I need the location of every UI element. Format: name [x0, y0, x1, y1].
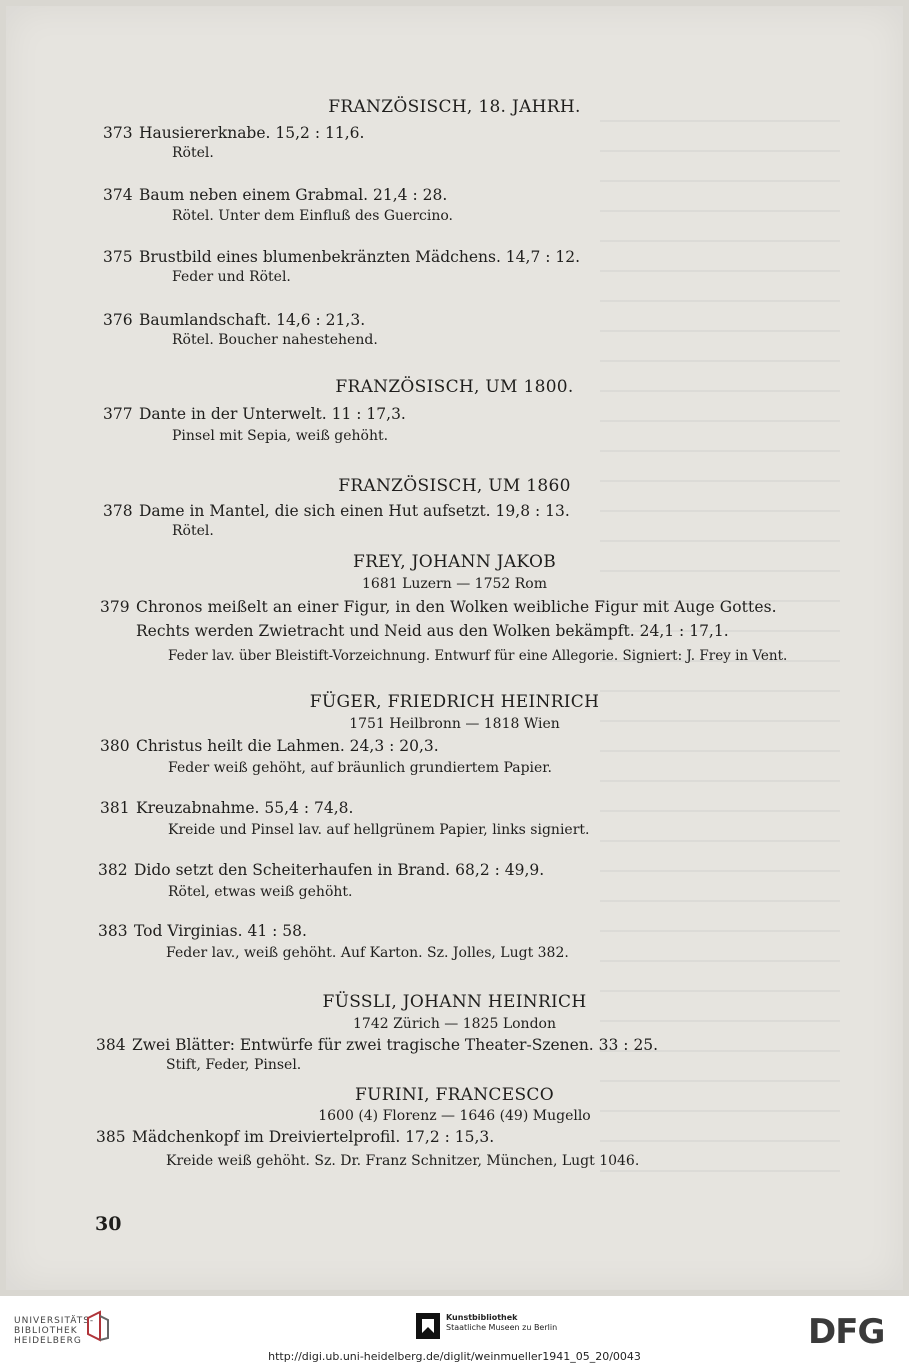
- entry-379: [100, 598, 777, 616]
- university-line-2: BIBLIOTHEK: [14, 1326, 78, 1336]
- entry-number: 376: [103, 311, 133, 329]
- entry-title: Dame in Mantel, die sich einen Hut aufsetzt. 19,8 : 13.: [139, 502, 570, 520]
- entry-title: Dante in der Unterwelt. 11 : 17,3.: [139, 405, 406, 423]
- university-logo-icon: [84, 1310, 110, 1342]
- entry-378: [103, 502, 570, 520]
- entry-number: 379: [100, 598, 130, 616]
- entry-382: [98, 861, 544, 879]
- entry-description: Stift, Feder, Pinsel.: [166, 1057, 302, 1073]
- entry-374: [103, 186, 447, 204]
- entry-description: Feder lav. über Bleistift-Vorzeichnung. Entwurf für eine Allegorie. Signiert: J. Frey in Vent.: [168, 648, 788, 664]
- artist-dates: 1751 Heilbronn — 1818 Wien: [349, 716, 560, 732]
- university-line-1: UNIVERSITÄTS-: [14, 1316, 95, 1326]
- artist-heading: FÜSSLI, JOHANN HEINRICH: [322, 992, 587, 1012]
- entry-number: 381: [100, 799, 130, 817]
- entry-description: Rötel.: [172, 523, 214, 539]
- section-heading: FRANZÖSISCH, UM 1860: [338, 476, 571, 496]
- entry-373: [103, 124, 364, 142]
- entry-383: [98, 922, 307, 940]
- section-heading: FRANZÖSISCH, 18. JAHRH.: [328, 97, 581, 117]
- artist-heading: FÜGER, FRIEDRICH HEINRICH: [309, 692, 600, 712]
- kunstbibliothek-subtitle: Staatliche Museen zu Berlin: [446, 1323, 558, 1332]
- entry-384: [96, 1036, 658, 1054]
- artist-heading: FREY, JOHANN JAKOB: [352, 552, 557, 572]
- entry-description: Rötel, etwas weiß gehöht.: [168, 884, 353, 900]
- entry-381: [100, 799, 353, 817]
- entry-title: Mädchenkopf im Dreiviertelprofil. 17,2 : 15,3.: [132, 1128, 495, 1146]
- entry-description: Rötel. Boucher nahestehend.: [172, 332, 378, 348]
- entry-number: 385: [96, 1128, 126, 1146]
- entry-description: Kreide und Pinsel lav. auf hellgrünem Papier, links signiert.: [168, 822, 590, 838]
- entry-376: [103, 311, 365, 329]
- artist-dates: 1600 (4) Florenz — 1646 (49) Mugello: [318, 1108, 591, 1124]
- entry-number: 377: [103, 405, 133, 423]
- entry-description: Pinsel mit Sepia, weiß gehöht.: [172, 428, 389, 444]
- entry-title: Brustbild eines blumenbekränzten Mädchens. 14,7 : 12.: [139, 248, 581, 266]
- source-url[interactable]: http://digi.ub.uni-heidelberg.de/diglit/weinmueller1941_05_20/0043: [268, 1350, 641, 1363]
- entry-title: Tod Virginias. 41 : 58.: [134, 922, 307, 940]
- entry-title: Baum neben einem Grabmal. 21,4 : 28.: [139, 186, 448, 204]
- kunstbibliothek-name: [446, 1313, 557, 1333]
- page-number: 30: [95, 1213, 122, 1235]
- entry-title: Christus heilt die Lahmen. 24,3 : 20,3.: [136, 737, 439, 755]
- artist-dates: 1742 Zürich — 1825 London: [353, 1016, 556, 1032]
- artist-dates: 1681 Luzern — 1752 Rom: [362, 576, 547, 592]
- entry-number: 378: [103, 502, 133, 520]
- entry-number: 382: [98, 861, 128, 879]
- kunstbibliothek-logo-icon: [416, 1313, 440, 1339]
- entry-number: 383: [98, 922, 128, 940]
- entry-description: Kreide weiß gehöht. Sz. Dr. Franz Schnitzer, München, Lugt 1046.: [166, 1153, 640, 1169]
- university-library-name: [14, 1316, 94, 1346]
- entry-375: [103, 248, 580, 266]
- entry-description: Feder lav., weiß gehöht. Auf Karton. Sz. Jolles, Lugt 382.: [166, 945, 569, 961]
- entry-385: [96, 1128, 494, 1146]
- entry-number: 384: [96, 1036, 126, 1054]
- university-line-3: HEIDELBERG: [14, 1336, 82, 1346]
- dfg-logo: DFG: [808, 1312, 885, 1352]
- section-heading: FRANZÖSISCH, UM 1800.: [335, 377, 574, 397]
- entry-title: Dido setzt den Scheiterhaufen in Brand. 68,2 : 49,9.: [134, 861, 545, 879]
- entry-description: Rötel.: [172, 145, 214, 161]
- kunstbibliothek-title: Kunstbibliothek: [446, 1313, 518, 1322]
- entry-number: 380: [100, 737, 130, 755]
- entry-title: Zwei Blätter: Entwürfe für zwei tragische Theater-Szenen. 33 : 25.: [132, 1036, 659, 1054]
- entry-number: 373: [103, 124, 133, 142]
- entry-377: [103, 405, 406, 423]
- artist-heading: FURINI, FRANCESCO: [355, 1085, 554, 1105]
- entry-title: Chronos meißelt an einer Figur, in den Wolken weibliche Figur mit Auge Gottes.: [136, 598, 777, 616]
- entry-description: Rötel. Unter dem Einfluß des Guercino.: [172, 208, 453, 224]
- entry-number: 375: [103, 248, 133, 266]
- entry-number: 374: [103, 186, 133, 204]
- entry-title: Hausiererknabe. 15,2 : 11,6.: [139, 124, 365, 142]
- entry-title-continued: Rechts werden Zwietracht und Neid aus den Wolken bekämpft. 24,1 : 17,1.: [136, 622, 729, 640]
- entry-title: Baumlandschaft. 14,6 : 21,3.: [139, 311, 366, 329]
- entry-title: Kreuzabnahme. 55,4 : 74,8.: [136, 799, 354, 817]
- entry-380: [100, 737, 439, 755]
- entry-description: Feder und Rötel.: [172, 269, 291, 285]
- entry-description: Feder weiß gehöht, auf bräunlich grundiertem Papier.: [168, 760, 552, 776]
